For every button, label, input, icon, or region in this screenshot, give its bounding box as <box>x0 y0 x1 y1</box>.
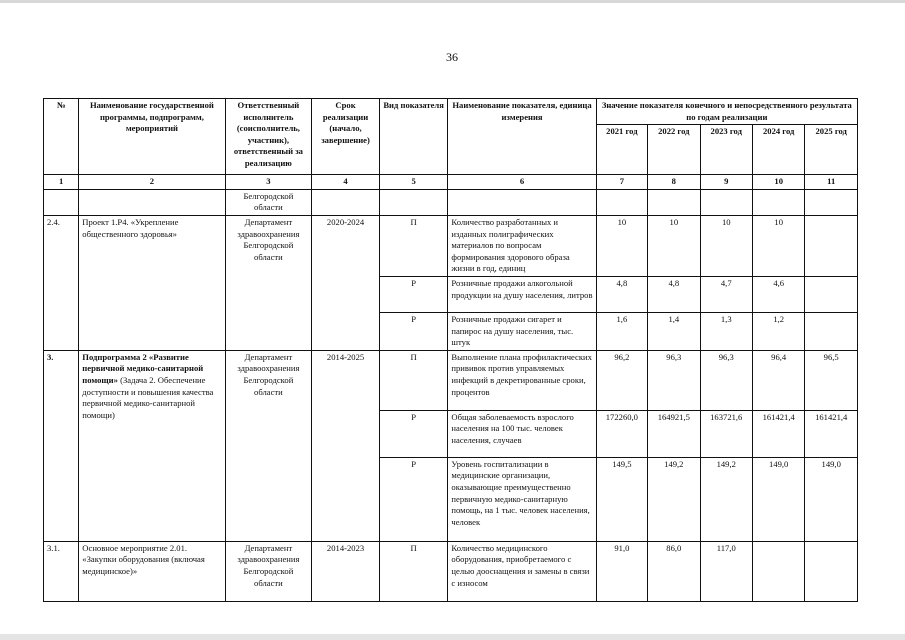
term-cell: 2014-2023 <box>312 541 380 601</box>
table-row <box>44 215 858 276</box>
responsible-cell: Департамент здравоохранения Белгородской области <box>225 350 312 541</box>
indicator-kind: Р <box>379 276 448 312</box>
value-2021: 91,0 <box>596 541 647 601</box>
value-2025: 161421,4 <box>805 410 858 457</box>
colnum-1: 1 <box>44 175 79 190</box>
indicator-kind: Р <box>379 457 448 541</box>
indicator-name: Выполнение плана профилактических прививок против управляемых инфекций в декретированные сроки, процентов <box>448 350 596 410</box>
value-2021: 1,6 <box>596 312 647 350</box>
value-2023: 149,2 <box>700 457 752 541</box>
colnum-7: 7 <box>596 175 647 190</box>
term-cell: 2014-2025 <box>312 350 380 541</box>
value-2021: 4,8 <box>596 276 647 312</box>
value-2024: 96,4 <box>752 350 804 410</box>
responsible-cell: Департамент здравоохранения Белгородской области <box>225 541 312 601</box>
value-2021: 149,5 <box>596 457 647 541</box>
table-row <box>44 189 858 215</box>
measure-name: Основное мероприятие 2.01. «Закупки оборудования (включая медицинское)» <box>79 541 225 601</box>
measure-name: Проект 1.Р4. «Укрепление общественного здоровья» <box>79 215 225 350</box>
colnum-4: 4 <box>312 175 380 190</box>
responsible-cell: Департамент здравоохранения Белгородской области <box>225 215 312 350</box>
row-number: 3. <box>44 350 79 541</box>
program-table <box>43 98 858 602</box>
colnum-11: 11 <box>805 175 858 190</box>
value-2022: 4,8 <box>648 276 700 312</box>
value-2023: 163721,6 <box>700 410 752 457</box>
value-2024: 10 <box>752 215 804 276</box>
value-2025 <box>805 541 858 601</box>
value-2021: 172260,0 <box>596 410 647 457</box>
value-2023: 4,7 <box>700 276 752 312</box>
value-2025 <box>805 276 858 312</box>
value-2023: 10 <box>700 215 752 276</box>
indicator-name: Розничные продажи сигарет и папирос на душу населения, тыс. штук <box>448 312 596 350</box>
value-2025 <box>805 312 858 350</box>
responsible-cell: Белгородской области <box>225 189 312 215</box>
row-number: 2.4. <box>44 215 79 350</box>
colnum-2: 2 <box>79 175 225 190</box>
term-cell: 2020-2024 <box>312 215 380 350</box>
header-year-2022: 2022 год <box>648 125 700 175</box>
value-2021: 96,2 <box>596 350 647 410</box>
value-2022: 86,0 <box>648 541 700 601</box>
colnum-9: 9 <box>700 175 752 190</box>
value-2025: 149,0 <box>805 457 858 541</box>
value-2022: 10 <box>648 215 700 276</box>
indicator-name: Количество разработанных и изданных полиграфических материалов по вопросам формирования здорового образа жизни в год, единиц <box>448 215 596 276</box>
value-2024: 161421,4 <box>752 410 804 457</box>
header-year-2025: 2025 год <box>805 125 858 175</box>
colnum-5: 5 <box>379 175 448 190</box>
header-year-2023: 2023 год <box>700 125 752 175</box>
subprogram-title: Подпрограмма 2 «Развитие первичной медико-санитарной помощи» <box>82 351 204 385</box>
colnum-6: 6 <box>448 175 596 190</box>
header-indicator: Наименование показателя, единица измерения <box>448 99 596 175</box>
value-2024: 4,6 <box>752 276 804 312</box>
header-responsible: Ответственный исполнитель (соисполнитель, участник), ответственный за реализацию <box>225 99 312 175</box>
row-number: 3.1. <box>44 541 79 601</box>
value-2023: 96,3 <box>700 350 752 410</box>
value-2023: 1,3 <box>700 312 752 350</box>
value-2022: 1,4 <box>648 312 700 350</box>
colnum-3: 3 <box>225 175 312 190</box>
header-year-2021: 2021 год <box>596 125 647 175</box>
table-row <box>44 350 858 410</box>
header-kind: Вид показателя <box>379 99 448 175</box>
indicator-kind: Р <box>379 312 448 350</box>
header-term: Срок реализации (начало, завершение) <box>312 99 380 175</box>
header-no: № <box>44 99 79 175</box>
scan-edge-top <box>0 0 905 3</box>
indicator-name: Количество медицинского оборудования, приобретаемого с целью дооснащения и замены в связи с износом <box>448 541 596 601</box>
value-2022: 96,3 <box>648 350 700 410</box>
table-row <box>44 541 858 601</box>
indicator-kind: Р <box>379 410 448 457</box>
value-2024: 149,0 <box>752 457 804 541</box>
indicator-name: Уровень госпитализации в медицинские организации, оказывающие преимущественно первичную медико-санитарную помощь, на 1 тыс. человек населения, человек <box>448 457 596 541</box>
value-2021: 10 <box>596 215 647 276</box>
scan-edge-bottom <box>0 634 905 640</box>
colnum-8: 8 <box>648 175 700 190</box>
header-year-2024: 2024 год <box>752 125 804 175</box>
indicator-kind: П <box>379 541 448 601</box>
colnum-10: 10 <box>752 175 804 190</box>
value-2025: 96,5 <box>805 350 858 410</box>
header-values: Значение показателя конечного и непосредственного результата по годам реализации <box>596 99 857 125</box>
value-2022: 164921,5 <box>648 410 700 457</box>
value-2023: 117,0 <box>700 541 752 601</box>
value-2022: 149,2 <box>648 457 700 541</box>
value-2024 <box>752 541 804 601</box>
indicator-name: Общая заболеваемость взрослого населения на 100 тыс. человек населения, случаев <box>448 410 596 457</box>
page-number: 36 <box>446 50 458 64</box>
value-2025 <box>805 215 858 276</box>
value-2024: 1,2 <box>752 312 804 350</box>
subprogram-name <box>79 350 225 541</box>
subprogram-task: (Задача 2. Обеспечение доступности и повышения качества первичной медико-санитарной помощи) <box>82 374 214 420</box>
indicator-kind: П <box>379 350 448 410</box>
indicator-name: Розничные продажи алкогольной продукции на душу населения, литров <box>448 276 596 312</box>
header-name: Наименование государственной программы, подпрограмм, мероприятий <box>79 99 225 175</box>
indicator-kind: П <box>379 215 448 276</box>
